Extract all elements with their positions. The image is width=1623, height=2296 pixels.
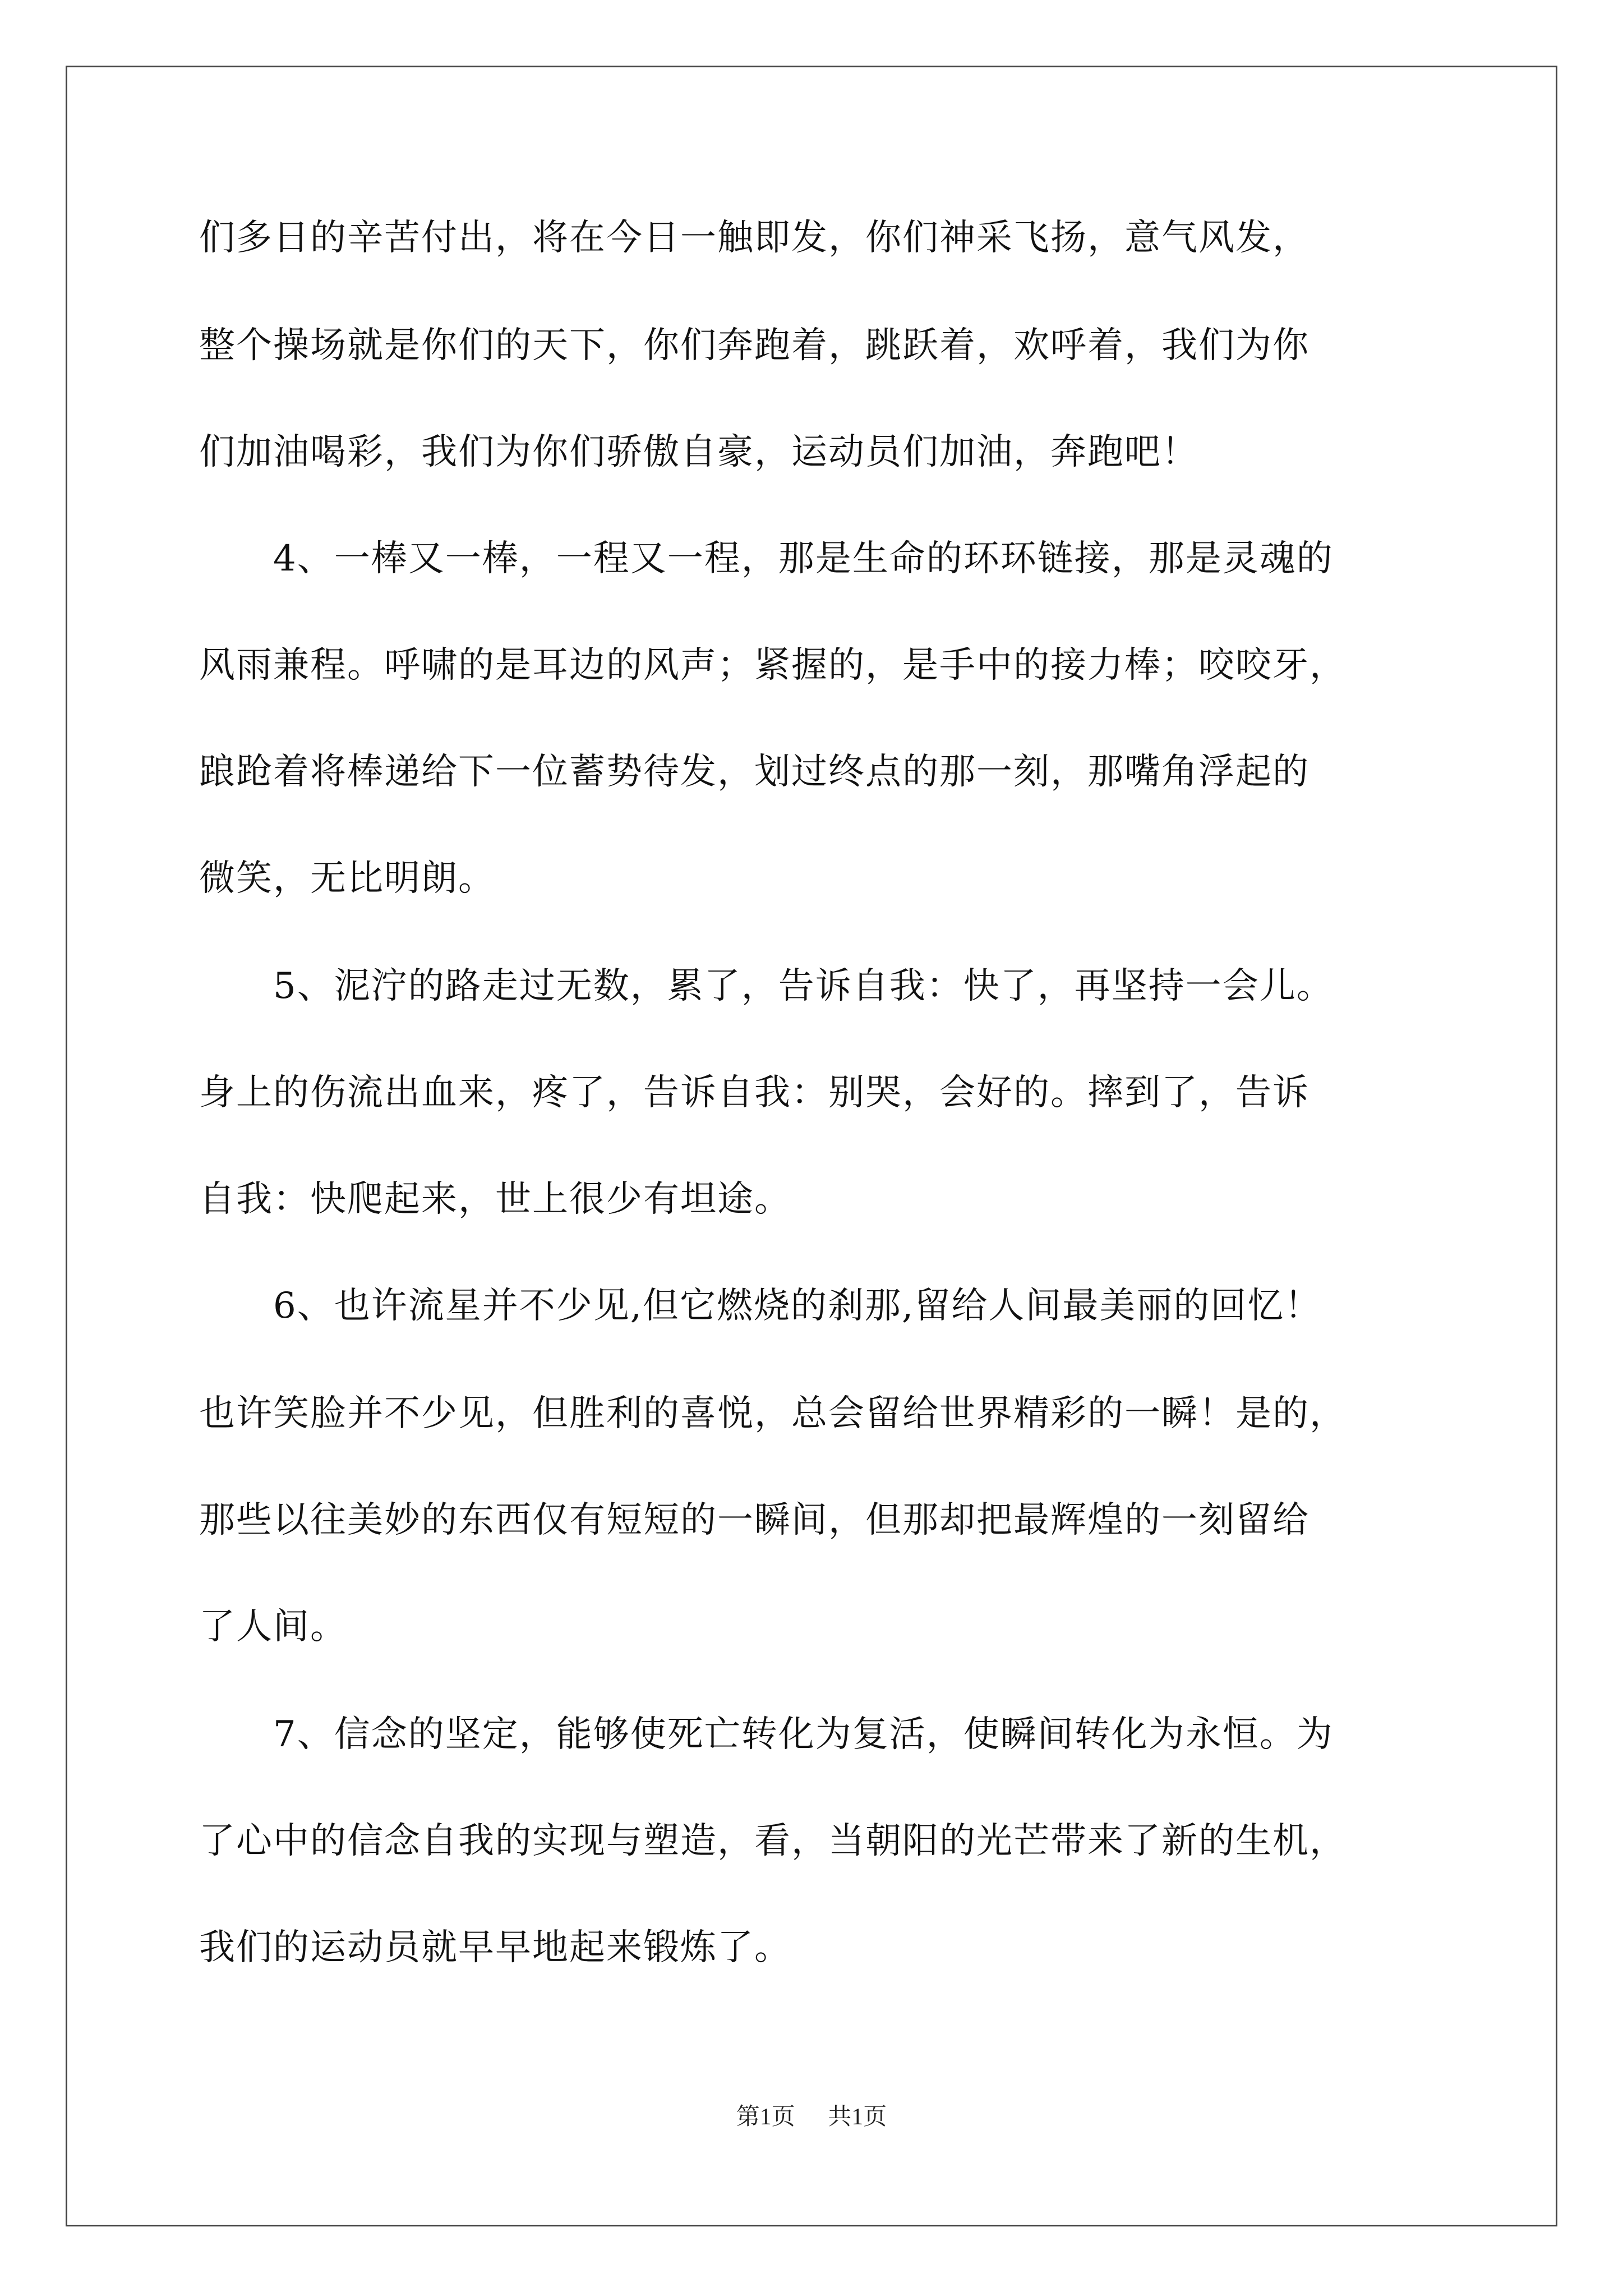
text-line: 也许笑脸并不少见，但胜利的喜悦，总会留给世界精彩的一瞬！是的，: [199, 1393, 1347, 1434]
text-line: 5、泥泞的路走过无数，累了，告诉自我：快了，再坚持一会儿。: [199, 965, 1334, 1007]
text-line: 微笑，无比明朗。: [199, 858, 495, 899]
text-line: 自我：快爬起来，世上很少有坦途。: [199, 1179, 791, 1220]
page-border: [66, 66, 1557, 2226]
text-line: 7、信念的坚定，能够使死亡转化为复活，使瞬间转化为永恒。为: [199, 1714, 1334, 1755]
text-line: 们加油喝彩，我们为你们骄傲自豪，运动员们加油，奔跑吧！: [199, 431, 1198, 473]
text-line: 了心中的信念自我的实现与塑造，看，当朝阳的光芒带来了新的生机，: [199, 1820, 1347, 1862]
text-line: 我们的运动员就早早地起来锻炼了。: [199, 1927, 791, 1968]
text-line: 4、一棒又一棒，一程又一程，那是生命的环环链接，那是灵魂的: [199, 538, 1334, 579]
page-total: 共1页: [828, 2104, 887, 2130]
text-line: 们多日的辛苦付出，将在今日一触即发，你们神采飞扬，意气风发，: [199, 217, 1310, 259]
text-line: 踉跄着将棒递给下一位蓄势待发，划过终点的那一刻，那嘴角浮起的: [199, 751, 1310, 793]
text-line: 身上的伤流出血来，疼了，告诉自我：别哭，会好的。摔到了，告诉: [199, 1072, 1310, 1114]
page-number: 第1页: [736, 2104, 795, 2130]
text-line: 整个操场就是你们的天下，你们奔跑着，跳跃着，欢呼着，我们为你: [199, 325, 1310, 366]
text-line: 那些以往美妙的东西仅有短短的一瞬间，但那却把最辉煌的一刻留给: [199, 1499, 1310, 1541]
page-footer: [0, 2098, 1623, 2132]
text-line: 6、也许流星并不少见,但它燃烧的刹那,留给人间最美丽的回忆！: [199, 1285, 1322, 1327]
text-line: 了人间。: [199, 1606, 347, 1648]
text-line: 风雨兼程。呼啸的是耳边的风声；紧握的，是手中的接力棒；咬咬牙，: [199, 645, 1347, 686]
